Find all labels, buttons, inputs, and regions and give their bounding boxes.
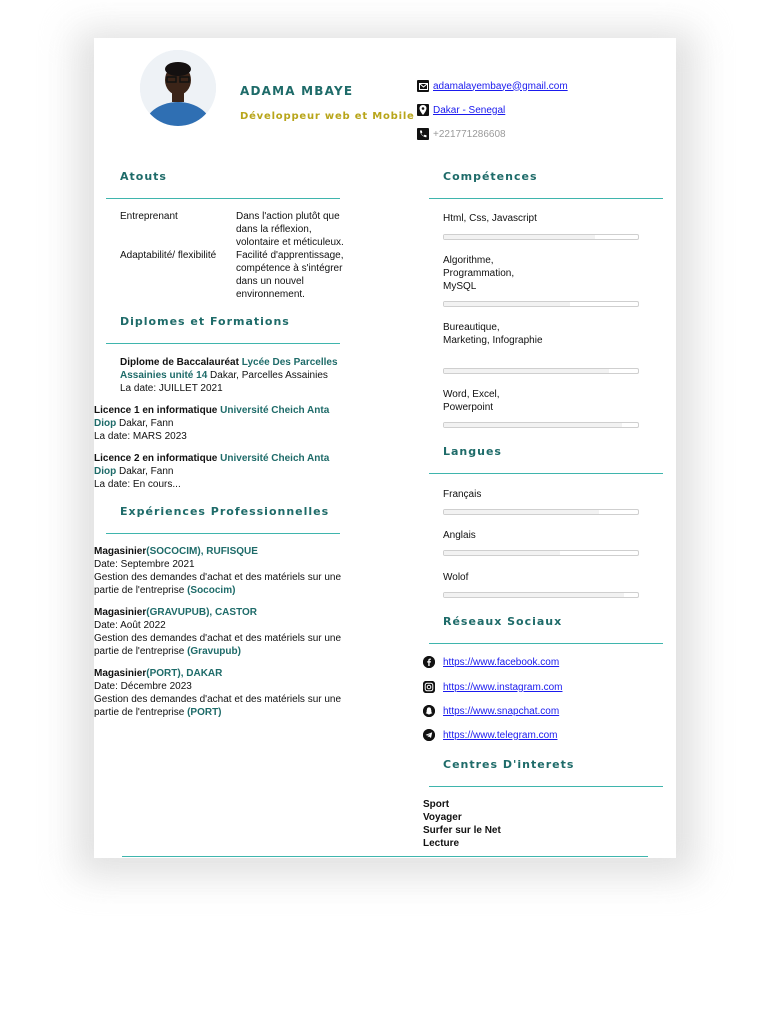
skill-bar-3 <box>443 368 639 374</box>
skill-label-3: Bureautique, Marketing, Infographie <box>443 322 543 346</box>
language-bar-2 <box>443 550 639 556</box>
atouts-title: Atouts <box>120 170 167 183</box>
atout-label-1: Entreprenant <box>120 211 178 222</box>
full-name: ADAMA MBAYE <box>240 84 354 98</box>
experiences-title: Expériences Professionnelles <box>120 505 330 518</box>
interest-item: Lecture <box>423 838 460 849</box>
reseaux-title: Réseaux Sociaux <box>443 615 563 628</box>
diploma-date: La date: MARS 2023 <box>94 431 187 442</box>
snapchat-link[interactable]: https://www.snapchat.com <box>443 705 560 717</box>
phone-number: +221771286608 <box>433 128 506 140</box>
interest-item: Sport <box>423 799 450 810</box>
skill-bar-1 <box>443 234 639 240</box>
location-pin-icon <box>417 104 429 116</box>
social-telegram[interactable] <box>423 729 557 741</box>
diploma-place: Dakar, Parcelles Assainies <box>210 370 328 381</box>
contact-location[interactable] <box>417 104 505 116</box>
cv-page <box>94 38 676 858</box>
experience-desc: Gestion des demandes d'achat et des matériels sur une partie de l'entreprise <box>94 572 342 596</box>
langues-rule <box>429 473 663 474</box>
facebook-link[interactable]: https://www.facebook.com <box>443 656 560 668</box>
language-bar-1 <box>443 509 639 515</box>
diploma-date: La date: JUILLET 2021 <box>120 383 223 394</box>
diploma-place: Dakar, Fann <box>119 418 174 429</box>
skill-bar-2 <box>443 301 639 307</box>
language-label-2: Anglais <box>443 530 476 541</box>
experiences-rule <box>106 533 340 534</box>
social-facebook[interactable] <box>423 656 559 668</box>
skill-bar-4 <box>443 422 639 428</box>
experience-entry-2 <box>94 606 352 658</box>
experience-role: Magasinier <box>94 607 147 618</box>
diploma-entry-3 <box>94 452 344 491</box>
experience-date: Date: Décembre 2023 <box>94 681 192 692</box>
diploma-school: Université Cheich Anta Diop <box>94 453 330 477</box>
diploma-entry-2 <box>94 404 344 443</box>
telegram-icon <box>423 729 435 741</box>
competences-rule <box>429 198 663 199</box>
diplomes-rule <box>106 343 340 344</box>
snapchat-icon <box>423 705 435 717</box>
language-fill <box>444 510 599 514</box>
skill-fill <box>444 423 622 427</box>
experience-entry-1 <box>94 545 352 597</box>
language-fill <box>444 593 624 597</box>
interest-item: Voyager <box>423 812 462 823</box>
reseaux-rule <box>429 643 663 644</box>
location-link[interactable]: Dakar - Senegal <box>433 104 506 116</box>
competences-title: Compétences <box>443 170 538 183</box>
diploma-school: Université Cheich Anta Diop <box>94 405 330 429</box>
experience-tag: (Sococim) <box>187 585 236 596</box>
skill-label-2: Algorithme, Programmation, MySQL <box>443 255 515 292</box>
experience-tag: (PORT) <box>187 707 222 718</box>
experience-company: (SOCOCIM), RUFISQUE <box>146 546 258 557</box>
interest-item: Surfer sur le Net <box>423 825 501 836</box>
diploma-entry-1 <box>120 356 354 395</box>
instagram-link[interactable]: https://www.instagram.com <box>443 681 563 693</box>
langues-title: Langues <box>443 445 502 458</box>
atout-label-2: Adaptabilité/ flexibilité <box>120 250 217 261</box>
experience-date: Date: Août 2022 <box>94 620 166 631</box>
diploma-degree: Licence 1 en informatique <box>94 405 218 416</box>
social-snapchat[interactable] <box>423 705 559 717</box>
diploma-date: La date: En cours... <box>94 479 181 490</box>
skill-fill <box>444 302 570 306</box>
experience-desc: Gestion des demandes d'achat et des matériels sur une partie de l'entreprise <box>94 694 342 718</box>
atouts-rule <box>106 198 340 199</box>
diploma-degree: Licence 2 en informatique <box>94 453 218 464</box>
interets-rule <box>429 786 663 787</box>
experience-tag: (Gravupub) <box>187 646 241 657</box>
experience-desc: Gestion des demandes d'achat et des matériels sur une partie de l'entreprise <box>94 633 342 657</box>
experience-date: Date: Septembre 2021 <box>94 559 195 570</box>
footer-rule <box>122 856 648 857</box>
instagram-icon <box>423 681 435 693</box>
job-title: Développeur web et Mobile <box>240 111 415 122</box>
experience-role: Magasinier <box>94 546 147 557</box>
interets-title: Centres D'interets <box>443 758 575 771</box>
email-link[interactable]: adamalayembaye@gmail.com <box>433 80 568 92</box>
contact-email[interactable] <box>417 80 568 92</box>
experience-company: (PORT), DAKAR <box>146 668 223 679</box>
avatar <box>140 50 216 126</box>
facebook-icon <box>423 656 435 668</box>
diploma-degree: Diplome de Baccalauréat <box>120 357 239 368</box>
language-label-1: Français <box>443 489 482 500</box>
skill-label-1: Html, Css, Javascript <box>443 213 537 224</box>
diplomes-title: Diplomes et Formations <box>120 315 290 328</box>
language-fill <box>444 551 560 555</box>
phone-icon <box>417 128 429 140</box>
contact-phone <box>417 128 506 140</box>
experience-entry-3 <box>94 667 352 719</box>
experience-role: Magasinier <box>94 668 147 679</box>
skill-label-4: Word, Excel, Powerpoint <box>443 389 500 413</box>
language-bar-3 <box>443 592 639 598</box>
skill-fill <box>444 369 609 373</box>
telegram-link[interactable]: https://www.telegram.com <box>443 729 558 741</box>
atout-desc-2: Facilité d'apprentissage, compétence à s'intégrer dans un nouvel environnement. <box>236 250 344 300</box>
diploma-school: Lycée Des Parcelles Assainies unité 14 <box>120 357 338 381</box>
social-instagram[interactable] <box>423 681 562 693</box>
skill-fill <box>444 235 595 239</box>
mail-icon <box>417 80 429 92</box>
atout-desc-1: Dans l'action plutôt que dans la réflexion, volontaire et méticuleux. <box>236 211 344 248</box>
diploma-place: Dakar, Fann <box>119 466 174 477</box>
experience-company: (GRAVUPUB), CASTOR <box>146 607 257 618</box>
language-label-3: Wolof <box>443 572 469 583</box>
